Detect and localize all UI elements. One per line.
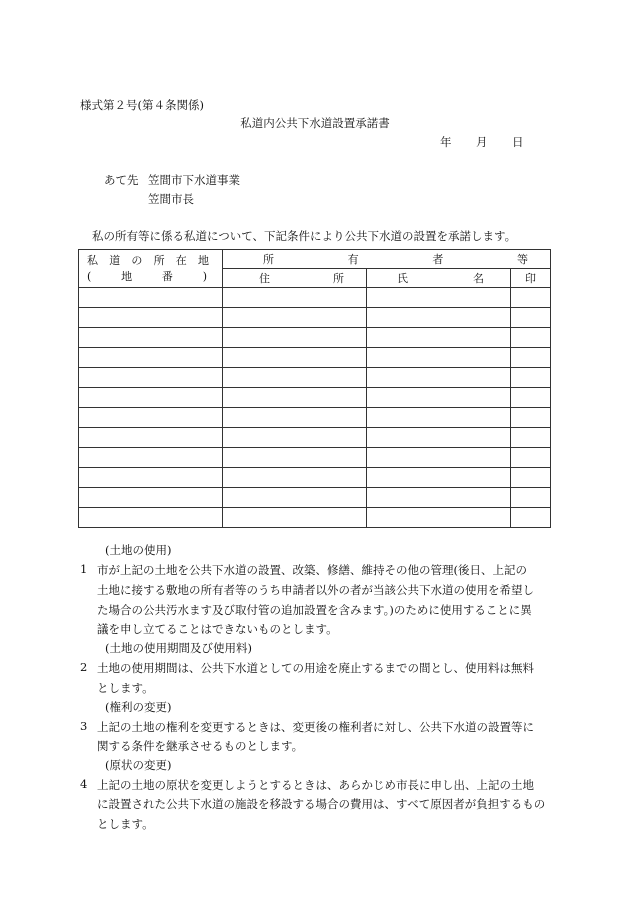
date-day-label: 日	[512, 135, 524, 149]
location-header	[79, 250, 223, 288]
seal-cell	[511, 328, 551, 348]
table-row	[79, 368, 551, 388]
name-cell	[367, 348, 511, 368]
addressee-label: あて先	[104, 173, 139, 187]
seal-cell	[511, 488, 551, 508]
clause-number: 4	[80, 777, 88, 791]
table-row	[79, 288, 551, 308]
address-header: 住 所	[223, 269, 367, 288]
clause-text-line: 関する条件を継承させるものとします。	[97, 739, 304, 753]
table-row	[79, 488, 551, 508]
location-cell	[79, 508, 223, 528]
seal-cell	[511, 508, 551, 528]
name-cell	[367, 308, 511, 328]
seal-header: 印	[511, 269, 551, 288]
address-cell	[223, 408, 367, 428]
name-cell	[367, 488, 511, 508]
address-cell	[223, 488, 367, 508]
address-cell	[223, 288, 367, 308]
seal-cell	[511, 368, 551, 388]
address-cell	[223, 468, 367, 488]
clause-number: 2	[80, 660, 88, 674]
table-row	[79, 348, 551, 368]
addressee-organization: 笠間市下水道事業	[148, 173, 240, 187]
table-row	[79, 448, 551, 468]
seal-cell	[511, 288, 551, 308]
address-cell	[223, 368, 367, 388]
name-cell	[367, 448, 511, 468]
address-cell	[223, 508, 367, 528]
seal-cell	[511, 428, 551, 448]
seal-cell	[511, 468, 551, 488]
table-row	[79, 468, 551, 488]
location-cell	[79, 468, 223, 488]
table-row	[79, 508, 551, 528]
table-row	[79, 388, 551, 408]
clause-text-line: 議を申し立てることはできないものとします。	[97, 622, 338, 636]
location-cell	[79, 488, 223, 508]
clause-text-line: 上記の土地の権利を変更するときは、変更後の権利者に対し、公共下水道の設置等に	[97, 720, 534, 734]
location-cell	[79, 368, 223, 388]
seal-cell	[511, 388, 551, 408]
location-cell	[79, 408, 223, 428]
addressee-mayor: 笠間市長	[148, 192, 194, 206]
address-cell	[223, 388, 367, 408]
name-cell	[367, 328, 511, 348]
location-header-line2: ( 地 番 )	[87, 269, 207, 283]
form-number: 様式第２号(第４条関係)	[80, 98, 204, 112]
name-header: 氏 名	[367, 269, 511, 288]
name-cell	[367, 508, 511, 528]
table-body	[79, 288, 551, 528]
section-title-land-use: (土地の使用)	[105, 543, 172, 557]
table-row	[79, 308, 551, 328]
location-cell	[79, 288, 223, 308]
consent-statement: 私の所有等に係る私道について、下記条件により公共下水道の設置を承諾します。	[92, 229, 517, 243]
address-cell	[223, 448, 367, 468]
name-cell	[367, 288, 511, 308]
consent-table	[78, 249, 551, 528]
clause-number: 3	[80, 719, 88, 733]
location-cell	[79, 448, 223, 468]
location-cell	[79, 428, 223, 448]
table-row	[79, 408, 551, 428]
location-cell	[79, 348, 223, 368]
clause-text-line: 市が上記の土地を公共下水道の設置、改築、修繕、維持その他の管理(後日、上記の	[97, 563, 527, 577]
location-cell	[79, 308, 223, 328]
date-line	[440, 134, 524, 150]
seal-cell	[511, 308, 551, 328]
name-cell	[367, 428, 511, 448]
address-cell	[223, 308, 367, 328]
name-cell	[367, 388, 511, 408]
address-cell	[223, 328, 367, 348]
address-cell	[223, 348, 367, 368]
name-cell	[367, 468, 511, 488]
clause-text-line: に設置された公共下水道の施設を移設する場合の費用は、すべて原因者が負担するもの	[97, 797, 546, 811]
clause-text-line: た場合の公共汚水ます及び取付管の追加設置を含みます。)のために使用することに異	[97, 603, 532, 617]
clause-text-line: とします。	[97, 817, 154, 831]
document-title: 私道内公共下水道設置承諾書	[240, 116, 390, 130]
clause-text-line: 土地の使用期間は、公共下水道としての用途を廃止するまでの間とし、使用料は無料	[97, 661, 534, 675]
seal-cell	[511, 408, 551, 428]
date-month-label: 月	[476, 135, 488, 149]
clause-text-line: 土地に接する敷地の所有者等のうち申請者以外の者が当該公共下水道の使用を希望し	[97, 583, 534, 597]
owner-header: 所 有 者 等	[223, 250, 551, 269]
address-cell	[223, 428, 367, 448]
location-cell	[79, 388, 223, 408]
section-title-condition-change: (原状の変更)	[105, 758, 172, 772]
seal-cell	[511, 448, 551, 468]
name-cell	[367, 408, 511, 428]
location-header-line1: 私 道 の 所 在 地	[87, 253, 209, 267]
location-cell	[79, 328, 223, 348]
section-title-rights-change: (権利の変更)	[105, 700, 172, 714]
clause-number: 1	[80, 562, 88, 576]
table-row	[79, 428, 551, 448]
date-year-label: 年	[440, 135, 452, 149]
clause-text-line: とします。	[97, 681, 154, 695]
section-title-period-fee: (土地の使用期間及び使用料)	[105, 641, 252, 655]
name-cell	[367, 368, 511, 388]
table-row	[79, 328, 551, 348]
seal-cell	[511, 348, 551, 368]
clause-text-line: 上記の土地の原状を変更しようとするときは、あらかじめ市長に申し出、上記の土地	[97, 778, 534, 792]
